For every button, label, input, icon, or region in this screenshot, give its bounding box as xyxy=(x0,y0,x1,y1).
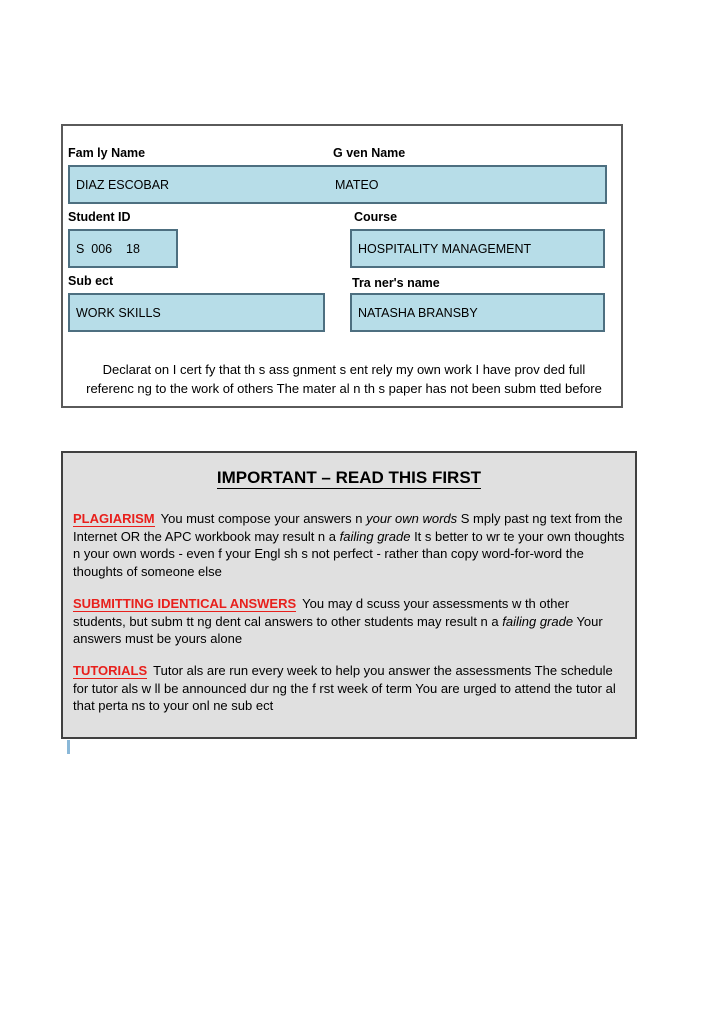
trainer-label: Tra ner's name xyxy=(352,276,440,290)
declaration-text xyxy=(71,360,617,398)
student-id-value: S 006 18 xyxy=(76,241,140,256)
trainer-field[interactable] xyxy=(350,293,605,332)
student-details-card xyxy=(61,124,623,408)
tutorials-keyword: TUTORIALS xyxy=(73,663,148,678)
subject-value: WORK SKILLS xyxy=(76,305,161,320)
student-id-field[interactable] xyxy=(68,229,178,268)
given-name-label: G ven Name xyxy=(333,146,406,160)
identical-answers-keyword: SUBMITTING IDENTICAL ANSWERS xyxy=(73,596,297,611)
course-value: HOSPITALITY MANAGEMENT xyxy=(358,241,532,256)
plagiarism-paragraph: PLAGIARISM You must compose your answers n your own words S mply past ng text from the Internet OR the APC workbook may result n a failing grade It s better to wr te your own thoughts n your own words - even f your Engl sh s not perfect - rather than copy word-for-word the thoughts of someone else xyxy=(73,511,625,579)
tutorials-paragraph: TUTORIALS Tutor als are run every week to help you answer the assessments The schedule for tutor als w ll be announced dur ng the f rst week of term You are urged to attend the tutor al that perta ns to your onl ne sub ect xyxy=(73,663,616,713)
subject-label: Sub ect xyxy=(68,274,114,288)
student-id-label: Student ID xyxy=(68,210,131,224)
family-name-label: Fam ly Name xyxy=(68,146,146,160)
course-field[interactable] xyxy=(350,229,605,268)
important-title: IMPORTANT – READ THIS FIRST xyxy=(216,468,482,487)
subject-field[interactable] xyxy=(68,293,325,332)
name-field[interactable] xyxy=(68,165,607,204)
declaration-line-2: referenc ng to the work of others The mater al n th s paper has not been subm tted before xyxy=(86,381,602,396)
family-name-value: DIAZ ESCOBAR xyxy=(76,177,170,192)
identical-answers-paragraph: SUBMITTING IDENTICAL ANSWERS You may d scuss your assessments w th other students, but subm tt ng dent cal answers to other students may result n a failing grade Your answers must be yours alone xyxy=(73,596,603,646)
trainer-value: NATASHA BRANSBY xyxy=(358,305,478,320)
important-panel xyxy=(61,451,637,739)
text-cursor xyxy=(67,740,70,754)
given-name-value: MATEO xyxy=(335,177,379,192)
declaration-line-1: Declarat on I cert fy that th s ass gnment s ent rely my own work I have prov ded full xyxy=(102,362,586,377)
course-label: Course xyxy=(354,210,398,224)
plagiarism-keyword: PLAGIARISM xyxy=(73,511,155,526)
